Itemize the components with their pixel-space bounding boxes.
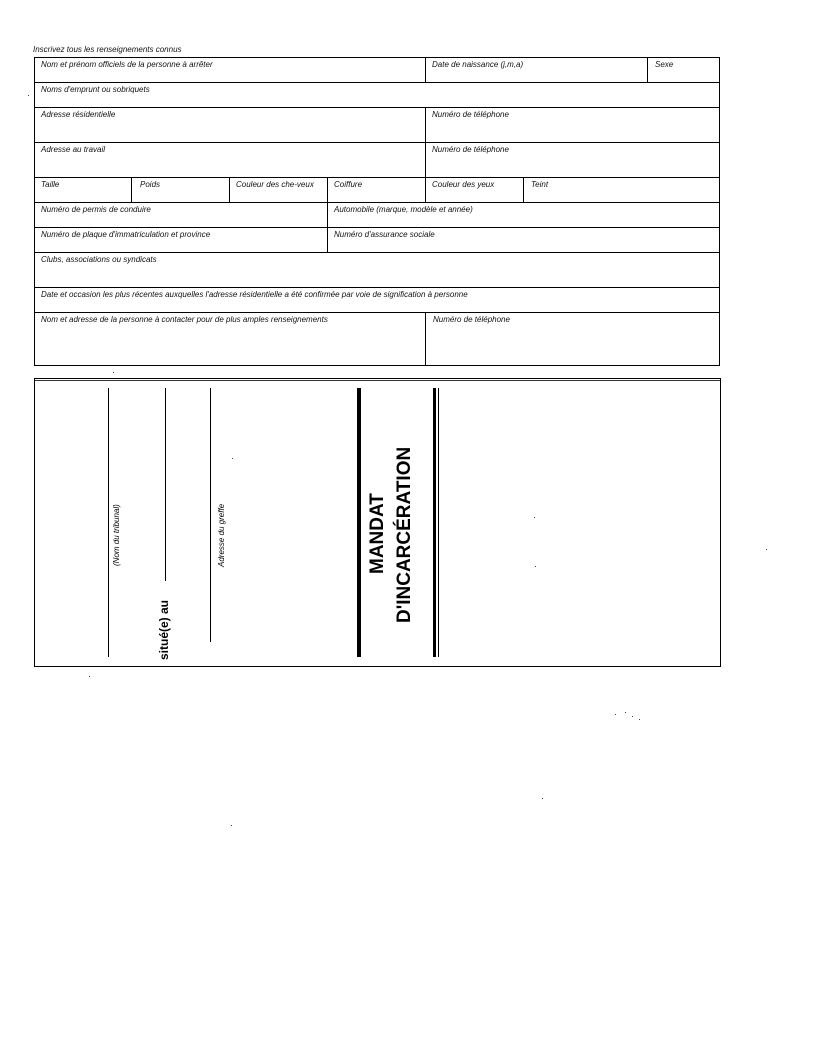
work-address-field[interactable]	[35, 143, 425, 177]
work-address-label: Adresse au travail	[41, 145, 106, 154]
complexion-field[interactable]	[524, 178, 719, 202]
work-phone-label: Numéro de téléphone	[432, 145, 509, 154]
address-confirmation-label: Date et occasion les plus récentes auxquelles l'adresse résidentielle a été confirmée par voie de signification à personne	[41, 290, 468, 299]
home-phone-label: Numéro de téléphone	[432, 110, 509, 119]
scan-speck	[535, 566, 536, 567]
birth-date-label: Date de naissance (j,m,a)	[432, 60, 524, 69]
sex-field[interactable]	[648, 58, 719, 82]
license-plate-label: Numéro de plaque d'immatriculation et province	[41, 230, 211, 239]
scan-speck	[113, 372, 114, 373]
scan-speck	[632, 716, 633, 717]
complexion-label: Teint	[531, 180, 549, 189]
warrant-title-line2: D'INCARCÉRATION	[394, 446, 415, 623]
height-field[interactable]	[35, 178, 131, 202]
aliases-field[interactable]	[35, 83, 719, 107]
sex-label: Sexe	[655, 60, 674, 69]
registry-address-line[interactable]	[210, 388, 211, 642]
eye-color-field[interactable]	[426, 178, 523, 202]
scan-speck	[625, 712, 626, 713]
contact-person-field[interactable]	[35, 313, 425, 365]
home-address-field[interactable]	[35, 108, 425, 142]
scan-speck	[534, 517, 535, 518]
registry-address-label: Adresse du greffe	[217, 503, 226, 567]
full-name-label: Nom et prénom officiels de la personne à arrêter	[41, 60, 213, 69]
form-instruction: Inscrivez tous les renseignements connus	[33, 45, 182, 54]
contact-person-label: Nom et adresse de la personne à contacter pour de plus amples renseignements	[41, 315, 328, 324]
situated-line[interactable]	[165, 388, 166, 581]
drivers-license-field[interactable]	[35, 203, 327, 227]
drivers-license-label: Numéro de permis de conduire	[41, 205, 151, 214]
sin-field[interactable]	[328, 228, 719, 252]
work-phone-field[interactable]	[426, 143, 719, 177]
title-bar-right	[433, 388, 436, 657]
contact-phone-label: Numéro de téléphone	[433, 315, 510, 324]
hair-color-field[interactable]	[230, 178, 327, 202]
scan-speck	[28, 95, 29, 96]
scan-speck	[89, 676, 90, 677]
aliases-label: Noms d'emprunt ou sobriquets	[41, 85, 150, 94]
eye-color-label: Couleur des yeux	[432, 180, 495, 189]
title-bar-right-thin	[438, 388, 439, 657]
situated-label: situé(e) au	[157, 599, 171, 660]
scan-speck	[542, 798, 543, 799]
home-address-label: Adresse résidentielle	[41, 110, 116, 119]
hairstyle-field[interactable]	[328, 178, 425, 202]
vehicle-field[interactable]	[328, 203, 719, 227]
title-bar-left	[357, 388, 361, 657]
scan-speck	[639, 719, 640, 720]
contact-phone-field[interactable]	[426, 313, 719, 365]
hair-color-label: Couleur des che-veux	[236, 180, 314, 189]
full-name-field[interactable]	[35, 58, 425, 82]
scan-speck	[231, 825, 232, 826]
court-name-line[interactable]	[108, 388, 109, 657]
backing-inner-rule	[35, 380, 720, 381]
sin-label: Numéro d'assurance sociale	[334, 230, 435, 239]
warrant-title-line1: MANDAT	[367, 493, 388, 574]
vehicle-label: Automobile (marque, modèle et année)	[334, 205, 473, 214]
clubs-field[interactable]	[35, 253, 719, 287]
weight-field[interactable]	[132, 178, 229, 202]
court-name-label: (Nom du tribunal)	[112, 504, 121, 566]
license-plate-field[interactable]	[35, 228, 327, 252]
hairstyle-label: Coiffure	[334, 180, 363, 189]
scan-speck	[766, 549, 767, 550]
address-confirmation-field[interactable]	[35, 288, 719, 312]
birth-date-field[interactable]	[426, 58, 647, 82]
scan-speck	[232, 458, 233, 459]
home-phone-field[interactable]	[426, 108, 719, 142]
weight-label: Poids	[140, 180, 161, 189]
height-label: Taille	[41, 180, 60, 189]
scan-speck	[615, 714, 616, 715]
clubs-label: Clubs, associations ou syndicats	[41, 255, 157, 264]
